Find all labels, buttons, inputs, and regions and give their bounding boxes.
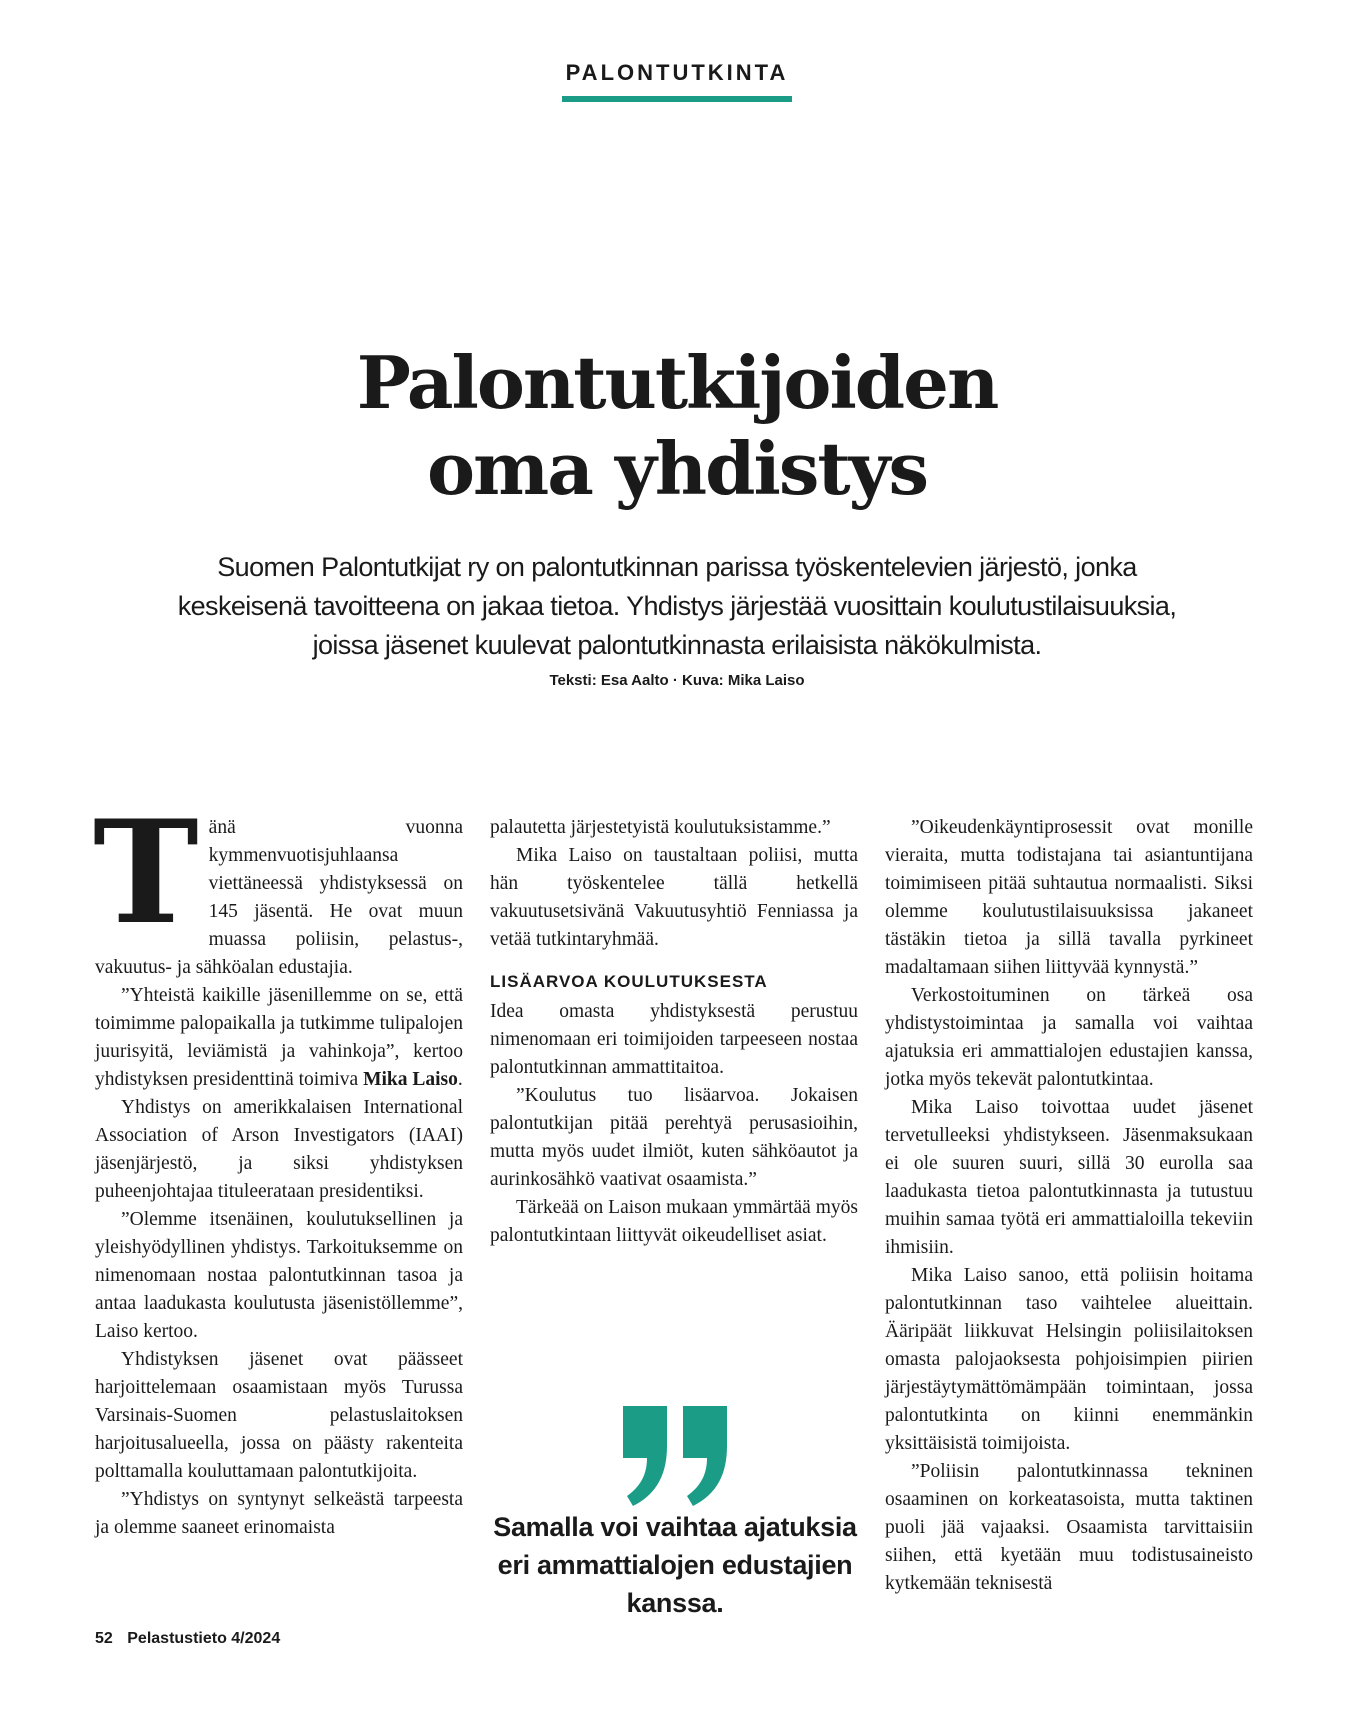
paragraph [93,790,463,982]
paragraph: ”Olemme itsenäinen, koulutuksellinen ja yleishyödyllinen yhdistys. Tarkoituksemme on nimenomaan nostaa palontutkinnan tasoa ja antaa laadukasta koulutusta jäsenistöllemme”, Laiso kertoo. [95,1209,463,1342]
article-credits: Teksti: Esa Aalto · Kuva: Mika Laiso [549,672,805,689]
paragraph: Verkostoituminen on tärkeä osa yhdistystoimintaa ja samalla voi vaihtaa ajatuksia eri ammattialojen edustajien kanssa, jotka myös tekevät palontutkintaa. [885,985,1253,1090]
paragraph: Yhdistys on amerikkalaisen International Association of Arson Investigators (IAAI) jäsenjärjestö, ja siksi yhdistyksen puheenjohtajaa tituleerataan presidentiksi. [95,1097,463,1202]
paragraph: palautetta järjestetyistä koulutuksistamme.” [490,817,831,838]
page-footer [95,1630,280,1648]
paragraph-text: änä vuonna kymmenvuotisjuhlaansa viettäneessä yhdistyksessä on 145 jäsentä. He ovat muun muassa poliisin, pelastus-, vakuutus- ja sähköalan edustajia. [95,817,463,978]
headline-line-1: Palontutkijoiden [356,340,998,425]
text-column-1 [93,790,463,1542]
drop-cap: T [93,790,199,956]
paragraph: ”Poliisin palontutkinnassa tekninen osaaminen on korkeatasoista, mutta taktinen puoli jää vajaaksi. Osaamista tarvittaisiin siihen, että kyetään muu todistusaineisto kytkemään teknisestä [885,1461,1253,1594]
paragraph-text: . [457,1069,463,1090]
article-lead: Suomen Palontutkijat ry on palontutkinnan parissa työskentelevien järjestö, jonka keskeisenä tavoitteena on jakaa tietoa. Yhdistys järjestää vuosittain koulutustilaisuuksia, joissa jäsenet kuulevat palontutkinnasta erilaisista näkökulmista. [177,552,1177,660]
paragraph: Yhdistyksen jäsenet ovat päässeet harjoittelemaan osaamistaan myös Turussa Varsinais-Suomen pelastuslaitoksen harjoitusalueella, jossa on päästy rakenteita polttamalla kouluttamaan palontutkijoita. [95,1349,463,1482]
paragraph: Idea omasta yhdistyksestä perustuu nimenomaan eri toimijoiden tarpeeseen nostaa palontutkinnan ammattitaitoa. [490,1001,858,1078]
paragraph [95,982,463,1094]
article-headline [0,340,1354,512]
text-column-3 [885,814,1253,1598]
paragraph: ”Oikeudenkäyntiprosessit ovat monille vieraita, mutta todistajana tai asiantuntijana toimimiseen pitää suhtautua normaalisti. Siksi olemme koulutustilaisuuksissa jakaneet tästäkin tietoa ja sillä tavalla pyrkineet madaltamaan siihen liittyvää kynnystä.” [885,817,1253,978]
page-number: 52 [95,1630,113,1647]
subheading: LISÄARVOA KOULUTUKSESTA [490,972,768,991]
section-label: PALONTUTKINTA [562,60,793,102]
publication-name: Pelastustieto 4/2024 [127,1630,281,1647]
pull-quote: Samalla voi vaihtaa ajatuksia eri ammattialojen edustajien kanssa. [493,1512,857,1618]
paragraph: Mika Laiso toivottaa uudet jäsenet tervetulleeksi yhdistykseen. Jäsenmaksukaan ei ole suuren suuri, sillä 30 eurolla saa laadukasta tietoa palontutkinnasta ja tutustuu muihin samaa työtä eri ammattialoilla tekeviin ihmisiin. [885,1097,1253,1258]
paragraph: ”Yhdistys on syntynyt selkeästä tarpeesta ja olemme saaneet erinomaista [95,1489,463,1538]
person-name: Mika Laiso [363,1069,458,1090]
paragraph-text: ”Yhteistä kaikille jäsenillemme on se, että toimimme palopaikalla ja tutkimme tulipalojen juurisyitä, leviämistä ja vahinkoja”, kertoo yhdistyksen presidenttinä toimiva [95,985,463,1090]
paragraph: ”Koulutus tuo lisäarvoa. Jokaisen palontutkijan pitää perehtyä perusasioihin, mutta myös uudet ilmiöt, kuten sähköautot ja aurinkosähkö vaativat osaamista.” [490,1085,858,1190]
text-column-2 [490,814,858,1250]
paragraph: Tärkeää on Laison mukaan ymmärtää myös palontutkintaan liittyvät oikeudelliset asiat. [490,1197,858,1246]
headline-line-2: oma yhdistys [427,426,927,511]
paragraph: Mika Laiso on taustaltaan poliisi, mutta hän työskentelee tällä hetkellä vakuutusetsivänä Vakuutusyhtiö Fenniassa ja vetää tutkintaryhmää. [490,845,858,950]
quote-mark-icon [615,1398,735,1508]
section-header [0,60,1354,102]
paragraph: Mika Laiso sanoo, että poliisin hoitama palontutkinnan taso vaihtelee alueittain. Ääripäät liikkuvat Helsingin poliisilaitoksen omasta palojaoksesta pohjoisimpien piirien järjestäytymättömämpään toimintaan, jossa palontutkinta on kiinni enemmänkin yksittäisistä toimijoista. [885,1265,1253,1454]
